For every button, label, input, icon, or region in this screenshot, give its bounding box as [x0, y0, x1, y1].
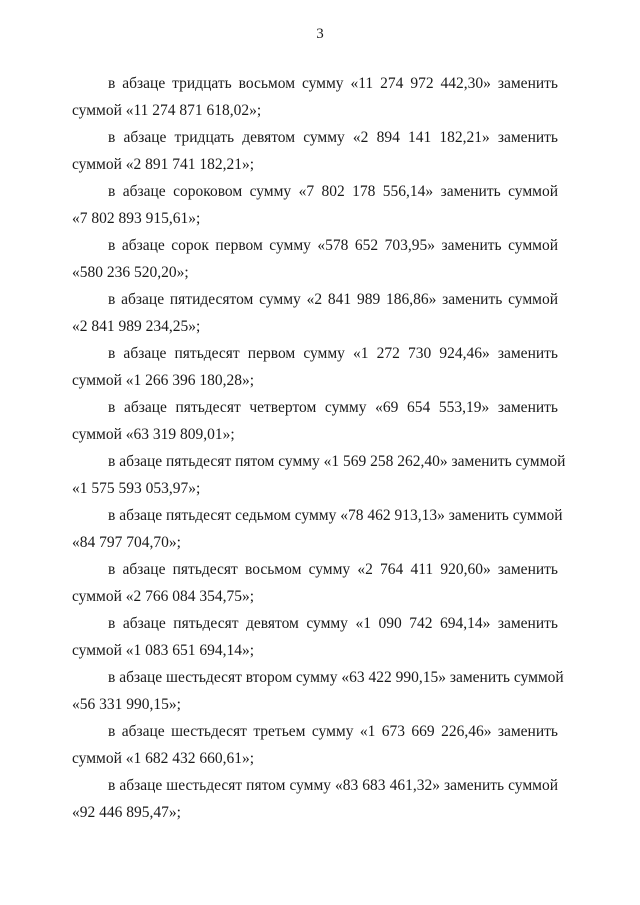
amendment-line-2: «2 841 989 234,25»; [72, 318, 201, 335]
amendment-line-2: «1 575 593 053,97»; [72, 480, 201, 497]
amendment-item [72, 502, 563, 556]
amendment-line-1: в абзаце тридцать девятом сумму «2 894 141 182,21» заменить [108, 129, 558, 146]
amendment-line-2: суммой «11 274 871 618,02»; [72, 102, 262, 119]
amendment-item [72, 772, 558, 826]
amendment-item [72, 70, 558, 124]
amendment-item [72, 394, 558, 448]
amendment-line-1: в абзаце пятидесятом сумму «2 841 989 186,86» заменить суммой [108, 291, 558, 308]
document-body [72, 70, 566, 826]
amendment-line-1: в абзаце пятьдесят девятом сумму «1 090 742 694,14» заменить [108, 615, 558, 632]
page-number: 3 [316, 26, 324, 42]
amendment-item [72, 340, 558, 394]
amendment-line-1: в абзаце пятьдесят восьмом сумму «2 764 411 920,60» заменить [108, 561, 558, 578]
amendment-line-2: суммой «2 766 084 354,75»; [72, 588, 255, 605]
amendment-line-1: в абзаце пятьдесят четвертом сумму «69 654 553,19» заменить [108, 399, 558, 416]
amendment-line-2: суммой «1 682 432 660,61»; [72, 750, 255, 767]
amendment-item [72, 286, 558, 340]
amendment-line-1: в абзаце шестьдесят третьем сумму «1 673 669 226,46» заменить [108, 723, 558, 740]
amendment-item [72, 232, 558, 286]
amendment-line-1: в абзаце шестьдесят втором сумму «63 422 990,15» заменить суммой [108, 669, 564, 686]
amendment-line-1: в абзаце сороковом сумму «7 802 178 556,14» заменить суммой [108, 183, 558, 200]
amendment-line-1: в абзаце пятьдесят пятом сумму «1 569 258 262,40» заменить суммой [108, 453, 566, 470]
amendment-item [72, 556, 558, 610]
amendment-line-1: в абзаце шестьдесят пятом сумму «83 683 461,32» заменить суммой [108, 777, 558, 794]
amendment-item [72, 178, 558, 232]
amendment-line-1: в абзаце пятьдесят седьмом сумму «78 462 913,13» заменить суммой [108, 507, 563, 524]
amendment-item [72, 124, 558, 178]
amendment-line-1: в абзаце тридцать восьмом сумму «11 274 972 442,30» заменить [108, 75, 558, 92]
amendment-line-2: суммой «2 891 741 182,21»; [72, 156, 255, 173]
amendment-line-2: «7 802 893 915,61»; [72, 210, 201, 227]
amendment-line-2: «92 446 895,47»; [72, 804, 181, 821]
amendment-line-2: суммой «1 266 396 180,28»; [72, 372, 255, 389]
amendment-item [72, 664, 564, 718]
amendment-line-2: «580 236 520,20»; [72, 264, 189, 281]
amendment-item [72, 610, 558, 664]
amendment-line-1: в абзаце пятьдесят первом сумму «1 272 730 924,46» заменить [108, 345, 558, 362]
amendment-line-2: «84 797 704,70»; [72, 534, 181, 551]
amendment-line-2: «56 331 990,15»; [72, 696, 181, 713]
amendment-item [72, 718, 558, 772]
amendment-line-2: суммой «1 083 651 694,14»; [72, 642, 255, 659]
amendment-item [72, 448, 566, 502]
amendment-line-2: суммой «63 319 809,01»; [72, 426, 235, 443]
amendment-line-1: в абзаце сорок первом сумму «578 652 703,95» заменить суммой [108, 237, 558, 254]
